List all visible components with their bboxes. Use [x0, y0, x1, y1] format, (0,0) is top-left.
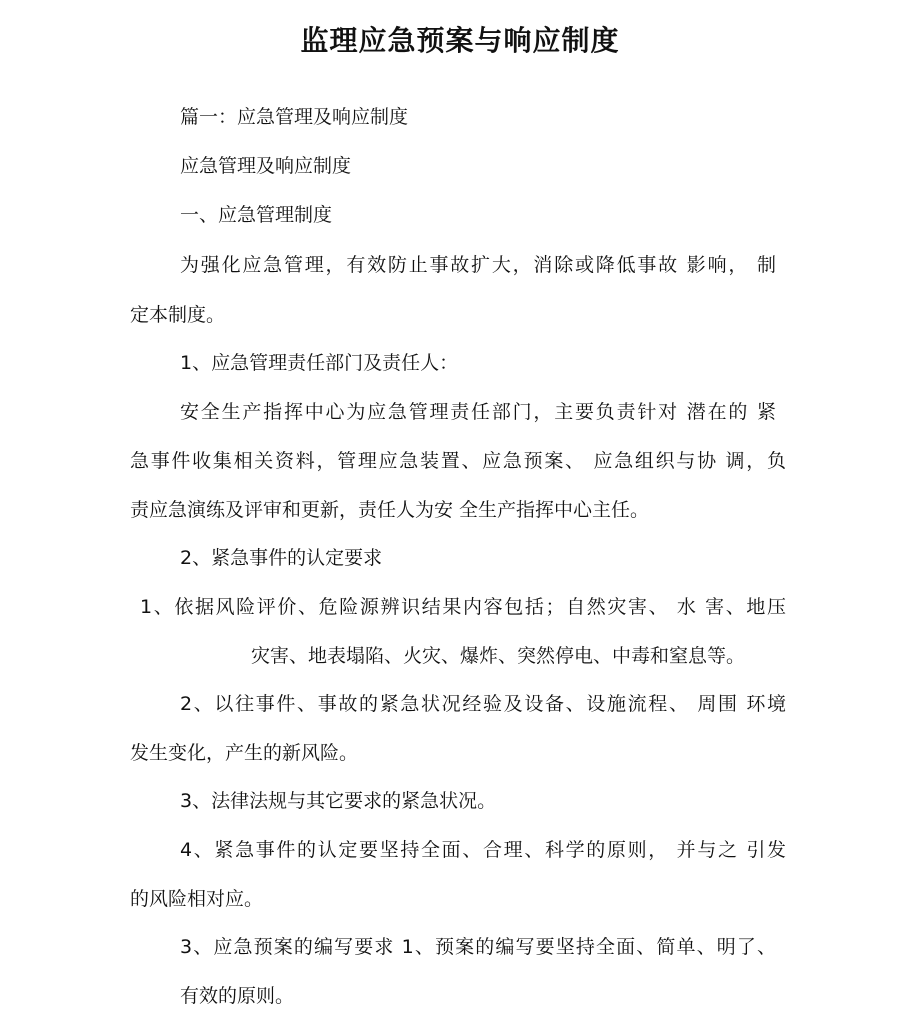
paragraph-line: 2、以往事件、事故的紧急状况经验及设备、设施流程、 周围 环境 [180, 693, 786, 715]
document-title: 监理应急预案与响应制度 [300, 23, 620, 57]
paragraph-line: 的风险相对应。 [130, 888, 264, 910]
paragraph-line: 1、依据风险评价、危险源辨识结果内容包括；自然灾害、 水 害、地压 [140, 596, 786, 618]
item-heading: 2、紧急事件的认定要求 [180, 547, 383, 569]
section-heading: 应急管理及响应制度 [180, 155, 352, 177]
paragraph-line: 4、紧急事件的认定要坚持全面、合理、科学的原则， 并与之 引发 [180, 839, 786, 861]
paragraph-line: 急事件收集相关资料，管理应急装置、应急预案、 应急组织与协 调，负 [130, 450, 786, 472]
paragraph-line: 责应急演练及评审和更新，责任人为安 全生产指挥中心主任。 [130, 499, 650, 521]
paragraph-line: 3、法律法规与其它要求的紧急状况。 [180, 790, 497, 812]
paragraph-line: 灾害、地表塌陷、火灾、爆炸、突然停电、中毒和窒息等。 [251, 645, 746, 667]
paragraph-line: 有效的原则。 [180, 985, 295, 1007]
subsection-heading: 一、应急管理制度 [180, 204, 333, 226]
chapter-heading: 篇一：应急管理及响应制度 [180, 106, 409, 128]
paragraph-line: 定本制度。 [130, 304, 226, 326]
paragraph-line: 为强化应急管理，有效防止事故扩大，消除或降低事故 影响， 制 [180, 254, 776, 276]
paragraph-line: 发生变化，产生的新风险。 [130, 742, 359, 764]
paragraph-line: 安全生产指挥中心为应急管理责任部门，主要负责针对 潜在的 紧 [180, 401, 776, 423]
paragraph-line: 3、应急预案的编写要求 1、预案的编写要坚持全面、简单、明了、 [180, 936, 776, 958]
item-heading: 1、应急管理责任部门及责任人： [180, 352, 459, 374]
